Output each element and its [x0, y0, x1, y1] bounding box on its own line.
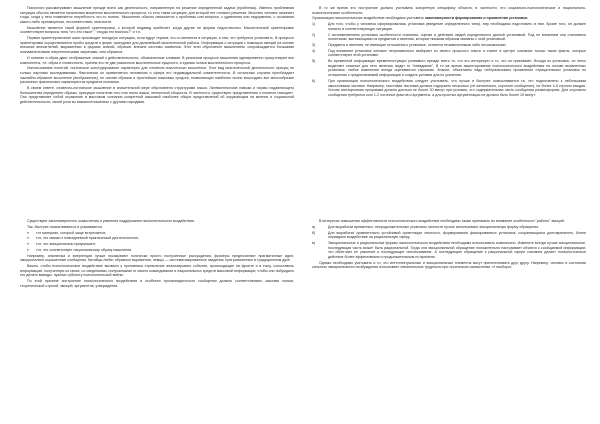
paragraph [312, 16, 586, 21]
bullet-icon: ➢ [26, 229, 30, 235]
list-item [312, 231, 586, 240]
paragraph: Психологи рассматривают мышление прежде всего как деятельность, направленную на решение определенной задачи (проблемы). Именно проблемная ситуация обычно является начальным моментом мыслительного процесса, то есть такая ситуация, для которой нет готового решения. Мыслить человек начинает тогда, когда у него появляется потребность что-то понять. Мышление обычно начинается с проблемы или вопроса, с удивления или недоумения, с осознания какого-либо противоречия, несоответствия, неясности. [20, 6, 294, 24]
text-run: , не основе образов и простейших языковых средств, позволяющих наиболее полно воссоздать все многообразие различных фактических характеристик предмета познания. [20, 75, 294, 85]
paragraph: Так, быстрее осмысливаются и усваиваются: [27, 224, 103, 229]
list-item [312, 43, 586, 48]
text-run: Использование понятий, логическое конструирование характерно для [27, 66, 150, 71]
paragraph: Первые ориентировочные шаги производит исходную ситуацию, если вдруг теряем; что-то меняется в ситуации, и тем, что требуется установить. В процессе ориентировки осуществляются пробы средств и форм, пригодных для дальнейшей мыслительной работы. Информация о ситуации с помощью эмоций на основе внешних впечатлений, выраженных в формах знаний, образов, внешне системы символов. Этот этап обусловлен мышлением, сопровождается большими познавательными энергетическими затратами, чем образное. [20, 36, 294, 55]
list-number: 5) [312, 59, 316, 64]
list-item-text: тот, что соответствует национальному образу мышления. [36, 247, 133, 252]
list-item [312, 33, 586, 42]
paragraph: По этой причине построение психологического воздействия и особенно пропагандистского сообщения должно соответствовать законам логики, теоретической строгой, эмоций, аргументов, утверждения. [20, 278, 294, 288]
list-item-text: Для выработки сравнительно устойчивой ориентации личности, формирования фиксированных установок, сохраняющихся долговременно, более оправдано воздействие на рациональную сферу. [328, 230, 586, 240]
list-item-text: С возникновением установок особенности познания, оценки и действия людей определяются данной установкой. Под ее влиянием они становятся понятными, вытекающими из предметов и явления, которые никаким образом связаны с этой установкой. [328, 32, 586, 42]
text-run: Организация психологических воздействие необходимо учитывать [312, 16, 425, 21]
list-item-text: Эмоциональные и рациональные формы психологического воздействия необходимо использовать комплексно. Изменить всегда лучше эмоциональное, последующая часть может быть рациональной. Тогда она эмоциональной обращение положительно настраивает объекта к сообщаемой информации, что облегчает ее усвоение и последующее использование. А последующее обращение к рациональной сфере сознания делает психологическое действие более эффективным и продолжительным по времени. [328, 240, 586, 259]
list-item-text: тот, что связан с повседневной практической деятельностью; [36, 236, 139, 241]
bullet-icon: ➢ [26, 235, 30, 241]
list-item [20, 236, 294, 241]
bullet-list [20, 231, 294, 253]
list-item [20, 248, 294, 253]
numbered-list [312, 22, 586, 97]
text-run: Существуют [27, 219, 49, 223]
list-item [312, 79, 586, 98]
italic-term: закономерности [48, 219, 78, 223]
list-item-text: Для того, чтобы у человека сформировалась установка (введение определенного типа), ему необходимо подготовить в нем. Кроме того, он должен попасть в соответствующую ситуацию. [328, 22, 586, 31]
list-item [312, 49, 586, 58]
text-panel-bottom-right [312, 219, 586, 420]
paragraph: И понятие и образ дают отображение знаний о действительности, обозначенные словами. В реальном процессе мышления одновременно присутствуют все компоненты, т.е. образ и словесность, причем это не две различные мыслительные сущности, а единая логика мыслительного процесса. [20, 55, 294, 65]
list-number: а) [312, 224, 316, 229]
paragraph: Важно, чтобы психологическое воздействие вызвало у противника стремление анализировать события, происходящие на фронте и в тылу, сопоставить информацию, полученную из своих, со сведениями, получаемыми от своего командования и национальных средств массовой информации, чтобы оно побуждало его делать выводы, нужные субъекту психологической войны. [20, 263, 294, 278]
lettered-list [312, 225, 586, 260]
list-item [312, 59, 586, 78]
text-panel-bottom-left [20, 219, 294, 420]
bullet-icon: ➢ [26, 246, 30, 252]
italic-term: наглядно-образное мышление (воображение) [20, 75, 98, 80]
paragraph: В то же время это построение должно учитывать конкретную специфику объекта, в частности, его социально-психологические и национально-психологические особенности. [312, 6, 586, 15]
list-number: в) [312, 240, 316, 245]
text-run: осмысления и усвоения поддержания психологического воздействия. [77, 219, 195, 223]
paragraph: В своем ответе, словесно-логическое мышление в значительной мере обусловлено структурами языка. Лингвистические навыки и нормы подавляющего большинства определяют образы, присущие носителю того или иного языка, этнической общности. В частности, существуют представления о понятии «эмоция». Оно представляет собой отражение в массовом сознании конкретной языковой наиболее общих представлений об окружающем на мнение и социальной действительности, своей роли во взаимоотношениях с другими народами. [20, 85, 294, 104]
list-item-text: При организации психологического воздействия следует учитывать, что лучше и быстрее осмысливается та, что подготовлено к небольшими смысловыми частями. Например, текстовая листовка должна содержать несколько (не желательно, короткое сообщение), не более 4-5 строчек каждая. Устная агитационная программа должна длиться не более 30 минут при условии, что содержательная часть сообщения размеоформы. Для слухового сообщения требуются кого 1-2 логичное фактов и аргументы, а для простых аргументации не должно быть более 10 минут. [328, 78, 586, 97]
list-item [312, 241, 586, 260]
paragraph: В интересах повышения эффективности психологического воздействия необходимо также принимать во внимание особенности "работы" эмоций: [319, 219, 565, 223]
list-number: 2) [312, 32, 316, 37]
list-item-text: Во временной информации временностуации уловимого прежде всего то, что его интересует и то, что он принимает. Исходя из установок, он легко выделяет опасные для него явления, видит то "невидимое". В то же время акцентирование психологического воздействия на основе выявленных установок, любое изменение всегда оценивается спросимо. Знание, объективно надо нейтрализовать проявление отрицательных установок по отношению к предполагаемой информации и создать условия для их усиления. [328, 59, 586, 78]
list-item [20, 231, 294, 236]
paragraph [20, 66, 294, 85]
list-number: 1) [312, 22, 316, 27]
list-item [312, 22, 586, 31]
paragraph: Однако необходимо учитывать и то, что интеллектуальные и эмоциональные элементы могут препятствовать друг другу. Например, человек в состоянии сильного эмоционального возбуждения испытывает значительные трудности при логическом осмыслении. И наоборот, [312, 260, 586, 270]
list-item-text: Для выработки временных, непродолжительных установок личности лучше использовать эмоциональную форму обращения. [328, 224, 540, 229]
list-item-text: тот материал, который чаще встречается; [36, 230, 107, 235]
list-item-text: Под влиянием установок человек непроизвольно выбирает из своего прошлого опыта и станет в центре сознания только такие факты, которые соответствуют этой установке. [328, 48, 586, 58]
text-panel-top-left [20, 6, 294, 207]
paragraph: Например, аналитика и эмергенция лучше показывают логически просто построенные рассуждения, фразеры предпочитают прагматичные идеи, эмоционально окрашенные сообщения. Китайцы любят образные выражения, немцы — систематизированные сведения, приграниченные в традиционном духе. [20, 253, 294, 263]
list-item [312, 225, 586, 230]
list-item-text: тот, что эмоционально приукрашен; [36, 242, 96, 246]
paragraph [20, 219, 294, 224]
list-number: 4) [312, 48, 316, 53]
list-item-text: Предметы и явления, не имеющие отношения к установке, остаются незамеченными либо несознанными. [328, 42, 507, 47]
italic-term: словесно-логического мышления [149, 66, 207, 71]
bullet-icon: ➢ [26, 241, 30, 246]
list-number: 3) [312, 42, 316, 47]
text-panel-top-right [312, 6, 586, 207]
bold-term: закономерности формирования и проявления установок. [424, 16, 529, 21]
list-number: б) [312, 230, 316, 235]
paragraph: Мышление является такой формой ориентировки, к которой индивид прибегает, когда другие ее формы недостаточны. Мыслительной ориентировке соответствуют вопросы типа "что это такое", "откуда это взялось?" и т.п. [20, 25, 294, 35]
text-run: . Этот вид мыслительной деятельности присущ не только научным исследованиям. Фактически он применяется человеком и сфера его индивидуальной компетентности. В остальных случаях преобладает [20, 66, 294, 75]
list-number: 6) [312, 78, 316, 83]
list-item [20, 242, 294, 247]
